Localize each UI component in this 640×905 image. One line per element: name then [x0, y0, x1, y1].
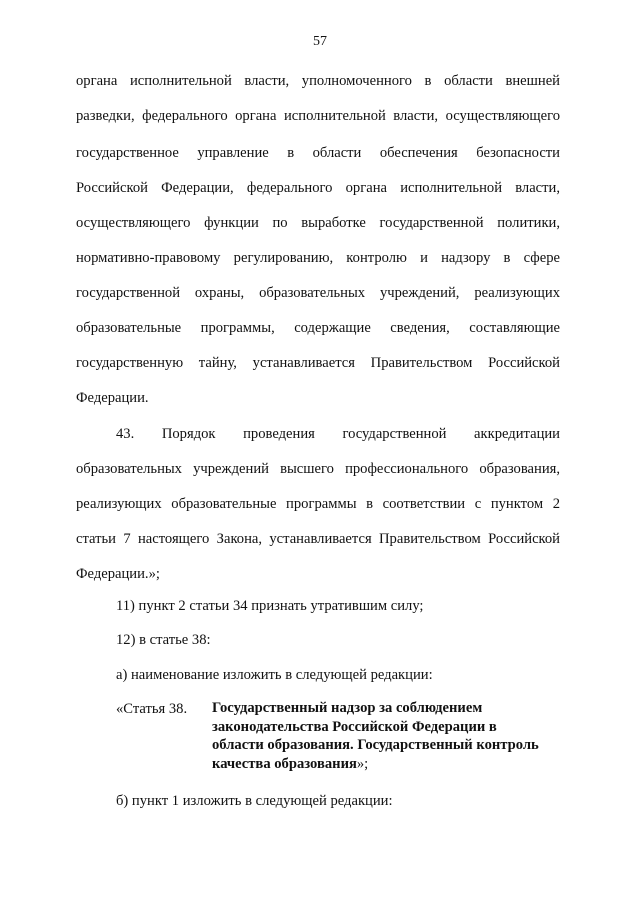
article-title-suffix: »;: [356, 755, 369, 772]
text-line: государственную тайну, устанавливается Правительством Российской: [76, 355, 560, 371]
article-title-line: законодательства Российской Федерации в: [212, 718, 497, 735]
text-line: статьи 7 настоящего Закона, устанавливается Правительством Российской: [76, 531, 560, 547]
text-line: органа исполнительной власти, уполномоченного в области внешней: [76, 73, 560, 89]
item-b: б) пункт 1 изложить в следующей редакции:: [116, 793, 393, 809]
text-line: Федерации.: [76, 390, 149, 406]
text-line: осуществляющего функции по выработке государственной политики,: [76, 215, 560, 231]
text-line: нормативно-правовому регулированию, контролю и надзору в сфере: [76, 250, 560, 266]
article-title-line: области образования. Государственный контроль: [212, 737, 539, 753]
text-line: образовательных учреждений высшего профессионального образования,: [76, 461, 560, 477]
page-number: 57: [313, 34, 327, 49]
text-line: Российской Федерации, федерального органа исполнительной власти,: [76, 180, 560, 196]
item-11: 11) пункт 2 статьи 34 признать утратившим силу;: [116, 598, 424, 614]
text-line: реализующих образовательные программы в соответствии с пунктом 2: [76, 496, 560, 512]
article-label: «Статья 38.: [116, 701, 188, 717]
item-a: а) наименование изложить в следующей редакции:: [116, 667, 433, 683]
text-line: разведки, федерального органа исполнительной власти, осуществляющего: [76, 108, 560, 124]
text-line: Федерации.»;: [76, 566, 160, 582]
paragraph-43-first-line: 43. Порядок проведения государственной аккредитации: [116, 426, 560, 442]
text-line: государственной охраны, образовательных учреждений, реализующих: [76, 285, 560, 301]
article-title-line: качества образования: [212, 755, 357, 772]
text-line: государственное управление в области обеспечения безопасности: [76, 145, 560, 161]
article-title-line-last: [212, 755, 562, 774]
article-title-line: Государственный надзор за соблюдением: [212, 700, 483, 716]
text-line: образовательные программы, содержащие сведения, составляющие: [76, 320, 560, 336]
article-title: [212, 699, 562, 773]
item-12: 12) в статье 38:: [116, 632, 211, 648]
